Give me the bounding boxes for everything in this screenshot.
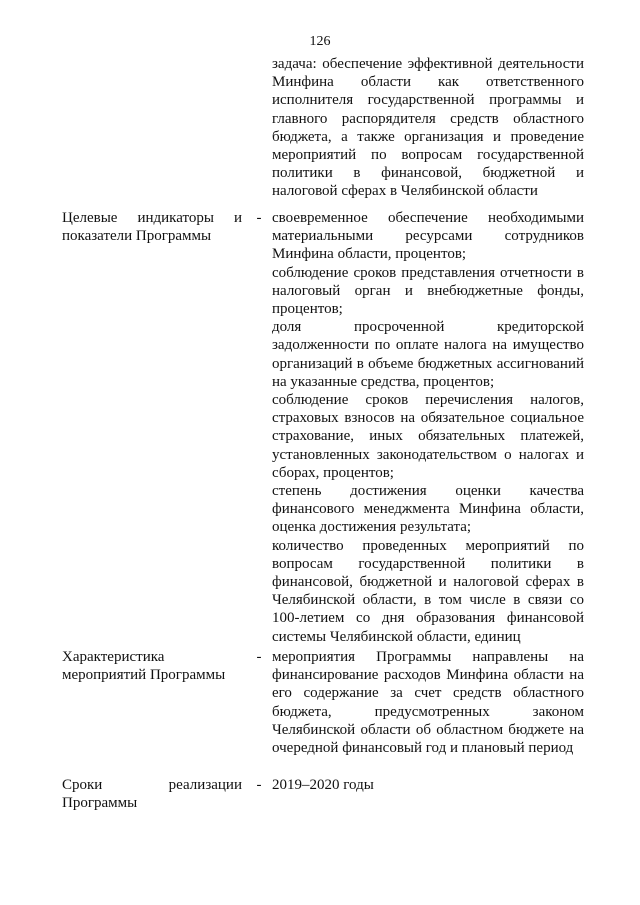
label-line: показатели Программы (62, 228, 212, 245)
content-paragraph: мероприятия Программы направлены на финансирование расходов Минфина области на его содержание за счет средств областного бюджета, предусмотренных законом Челябинской области об областном бюджете на очередной финансовый год и плановый период (272, 649, 584, 757)
section-label (62, 648, 242, 684)
section-content (272, 55, 584, 201)
content-paragraph: соблюдение сроков представления отчетности в налоговый орган и внебюджетные фонды, процентов; (272, 264, 584, 318)
label-dash: - (256, 210, 262, 226)
section-label (62, 209, 242, 245)
page-number: 126 (309, 34, 331, 49)
label-line: Сроки реализации (62, 777, 242, 793)
section-content (272, 209, 584, 646)
label-line: Характеристика (62, 649, 165, 665)
label-dash: - (256, 649, 262, 665)
label-dash: - (256, 777, 262, 793)
content-paragraph: степень достижения оценки качества финансового менеджмента Минфина области, оценка достижения результата; (272, 483, 584, 536)
content-paragraph: соблюдение сроков перечисления налогов, страховых взносов на обязательное социальное страхование, иных обязательных платежей, установленных законодательством о налогах и сборах, процентов; (272, 392, 584, 481)
content-paragraph: своевременное обеспечение необходимыми материальными ресурсами сотрудников Минфина области, процентов; (272, 210, 584, 263)
section-content (272, 776, 584, 794)
content-paragraph: доля просроченной кредиторской задолженности по оплате налога на имущество организаций в объеме бюджетных ассигнований на указанные средства, процентов; (272, 319, 584, 390)
section-label (62, 776, 242, 812)
label-line: Программы (62, 795, 138, 812)
section-content (272, 648, 584, 757)
label-line: мероприятий Программы (62, 667, 226, 684)
content-paragraph: 2019–2020 годы (272, 777, 374, 793)
content-paragraph: задача: обеспечение эффективной деятельности Минфина области как ответственного исполнителя государственной программы и главного распорядителя средств областного бюджета, а также организация и проведение мероприятий по вопросам государственной политики в финансовой, бюджетной и налоговой сферах в Челябинской области (272, 56, 584, 200)
label-line: Целевые индикаторы и (62, 210, 242, 226)
content-paragraph: количество проведенных мероприятий по вопросам государственной политики в финансовой, бюджетной и налоговой сферах в Челябинской области, в том числе в связи со 100-летием со дня образования финансовой системы Челябинской области, единиц (272, 537, 584, 645)
